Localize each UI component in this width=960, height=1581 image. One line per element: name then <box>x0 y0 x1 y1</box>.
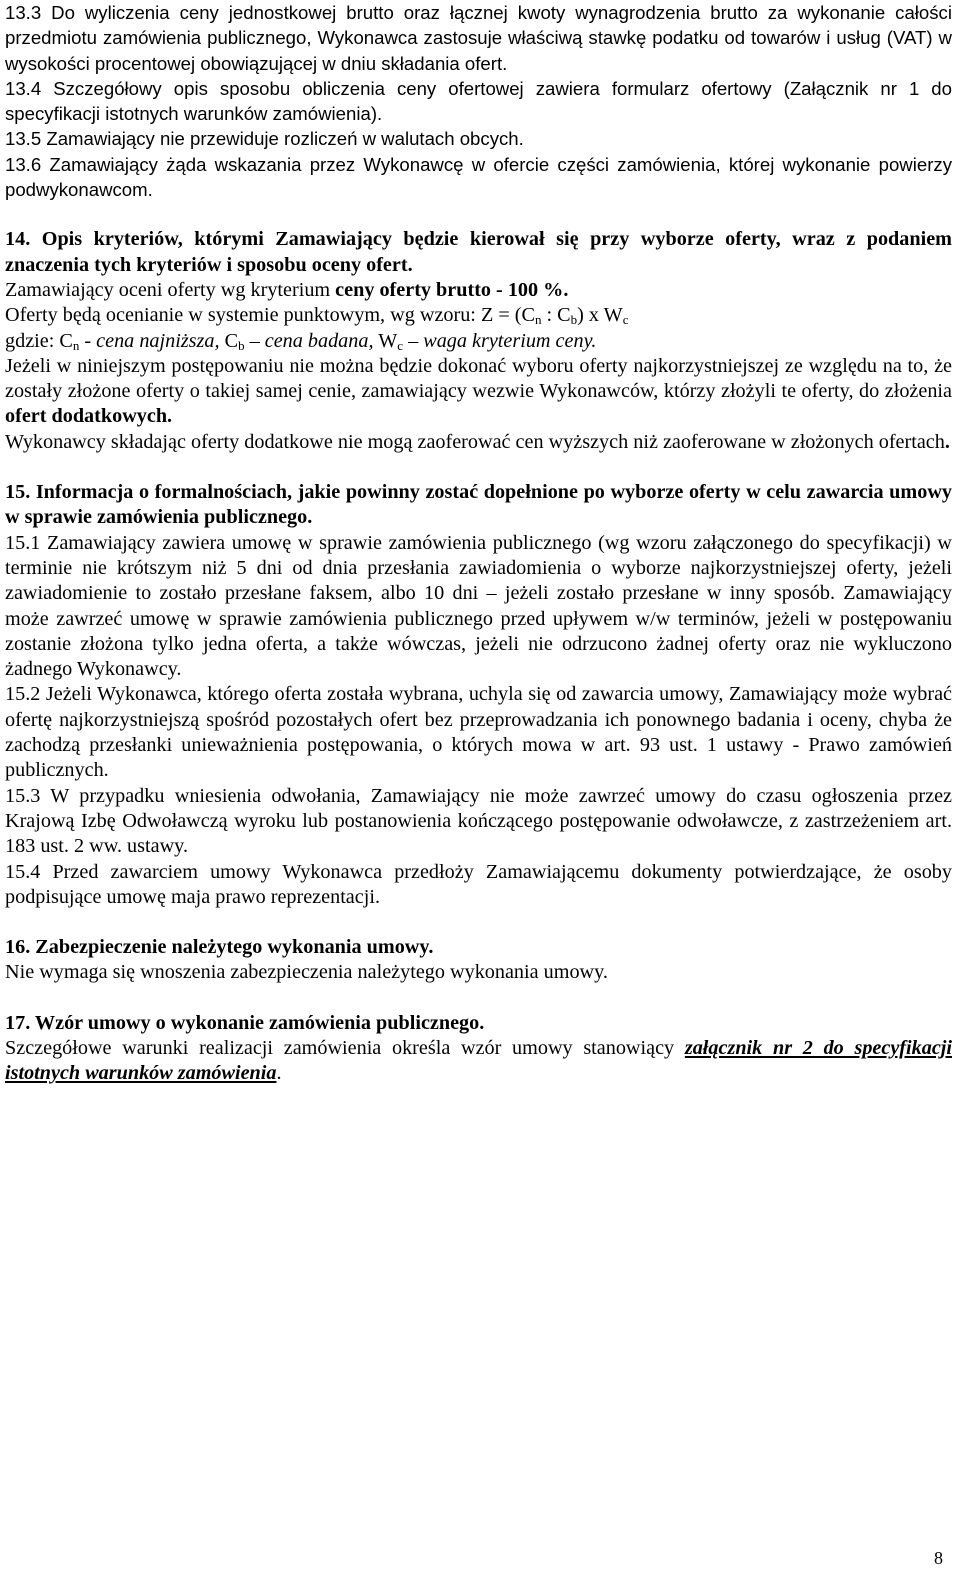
criterion-value: ceny oferty brutto - 100 %. <box>335 278 569 301</box>
paragraph-15-4: 15.4 Przed zawarciem umowy Wykonawca przedłoży Zamawiającemu dokumenty potwierdzające, że osoby podpisujące umowę maja prawo reprezentacji. <box>5 860 952 908</box>
criterion-text: Zamawiający oceni oferty wg kryterium <box>5 278 336 301</box>
paragraph-17-text: Szczegółowe warunki realizacji zamówienia określa wzór umowy stanowiący <box>5 1036 685 1059</box>
tie-bold: ofert dodatkowych. <box>5 405 173 428</box>
legend-sub-n: n <box>72 337 80 353</box>
formula-sub-b: b <box>570 312 578 328</box>
legend-text: C <box>219 329 239 352</box>
paragraph-15-1: 15.1 Zamawiający zawiera umowę w sprawie zamówienia publicznego (wg wzoru załączonego do specyfikacji) w terminie nie krótszym niż 5 dni od dnia przesłania zawiadomienia o wyborze najkorzystniejszej oferty, jeżeli zawiadomienie to zostało przesłane faksem, albo 10 dni – jeżeli zostało przesłane w inny sposób. Zamawiający może zawrzeć umowę w sprawie zamówienia publicznego przed upływem w/w terminów, jeżeli w postępowaniu zostanie złożona tylko jedna oferta, a także wówczas, jeżeli nie odrzucono żadnej oferty oraz nie wykluczono żadnego Wykonawcy. <box>5 531 952 681</box>
paragraph-13-4: 13.4 Szczegółowy opis sposobu obliczenia ceny ofertowej zawiera formularz ofertowy (Załącznik nr 1 do specyfikacji istotnych warunków zamówienia). <box>5 77 952 125</box>
section-15-heading: 15. Informacja o formalnościach, jakie powinny zostać dopełnione po wyborze oferty w celu zawarcia umowy w sprawie zamówienia publicznego. <box>5 481 952 529</box>
legend-text: W <box>373 329 398 352</box>
extra-bold: . <box>944 430 950 453</box>
paragraph-16: Nie wymaga się wnoszenia zabezpieczenia należytego wykonania umowy. <box>5 961 608 984</box>
section-14-heading: 14. Opis kryteriów, którymi Zamawiający będzie kierował się przy wyborze oferty, wraz z podaniem znaczenia tych kryteriów i sposobu oceny ofert. <box>5 228 952 276</box>
formula-text: : C <box>541 304 571 327</box>
legend-sub-b: b <box>238 337 245 353</box>
legend-text: - <box>79 329 97 352</box>
legend-dash: – <box>244 329 265 352</box>
paragraph-13-5: 13.5 Zamawiający nie przewiduje rozliczeń w walutach obcych. <box>5 128 524 150</box>
tie-paragraph <box>0 354 960 430</box>
paragraph-13-6: 13.6 Zamawiający żąda wskazania przez Wykonawcę w ofercie części zamówienia, której wykonanie powierzy podwykonawcom. <box>5 153 952 201</box>
paragraph-15-2: 15.2 Jeżeli Wykonawca, którego oferta została wybrana, uchyla się od zawarcia umowy, Zamawiający może wybrać ofertę najkorzystniejszą spośród pozostałych ofert bez przeprowadzania ich ponownego badania i oceny, chyba że zachodzą przesłanki unieważnienia postępowania, o których mowa w art. 93 ust. 1 ustawy - Prawo zamówień publicznych. <box>5 683 952 782</box>
extra-offers-paragraph <box>0 430 960 455</box>
legend-lowest-price: cena najniższa, <box>96 329 220 352</box>
legend-text: gdzie: C <box>5 329 73 352</box>
formula-legend <box>0 329 960 354</box>
section-16-heading: 16. Zabezpieczenie należytego wykonania umowy. <box>5 936 434 959</box>
spacer <box>0 455 960 480</box>
paragraph-17-end: . <box>276 1062 282 1085</box>
spacer <box>0 986 960 1011</box>
formula-sub-n: n <box>534 312 542 328</box>
legend-weight: waga kryterium ceny. <box>423 329 597 352</box>
paragraph-17 <box>0 1036 960 1087</box>
legend-examined-price: cena badana, <box>264 329 374 352</box>
formula-line <box>0 303 960 328</box>
tie-text: Jeżeli w niniejszym postępowaniu nie można będzie dokonać wyboru oferty najkorzystniejszej ze względu na to, że zostały złożone oferty o takiej samej cenie, zamawiający wezwie Wykonawców, którzy złożyli te oferty, do złożenia <box>5 354 952 403</box>
criterion-line <box>0 278 960 303</box>
legend-sub-c: c <box>397 337 404 353</box>
extra-text: Wykonawcy składając oferty dodatkowe nie mogą zaoferować cen wyższych niż zaoferowane w złożonych ofertach <box>5 430 945 453</box>
spacer <box>0 202 960 227</box>
formula-text: Oferty będą ocenianie w systemie punktowym, wg wzoru: Z = (C <box>5 304 535 327</box>
paragraph-15-3: 15.3 W przypadku wniesienia odwołania, Zamawiający nie może zawrzeć umowy do czasu ogłoszenia przez Krajową Izbę Odwoławczą wyroku lub postanowienia kończącego postępowanie odwoławcze, z zastrzeżeniem art. 183 ust. 2 ww. ustawy. <box>5 784 952 858</box>
section-17-heading: 17. Wzór umowy o wykonanie zamówienia publicznego. <box>5 1011 485 1034</box>
formula-sub-c: c <box>622 312 629 328</box>
attachment-reference: załącznik nr 2 do specyfikacji istotnych warunków zamówienia <box>5 1036 952 1085</box>
spacer <box>0 910 960 935</box>
paragraph-13-3: 13.3 Do wyliczenia ceny jednostkowej brutto oraz łącznej kwoty wynagrodzenia brutto za wykonanie całości przedmiotu zamówienia publicznego, Wykonawca zastosuje właściwą stawkę podatku od towarów i usług (VAT) w wysokości procentowej obowiązującej w dniu składania ofert. <box>5 2 952 74</box>
legend-dash: – <box>403 329 424 352</box>
page-number: 8 <box>934 1548 943 1568</box>
formula-text: ) x W <box>577 304 623 327</box>
